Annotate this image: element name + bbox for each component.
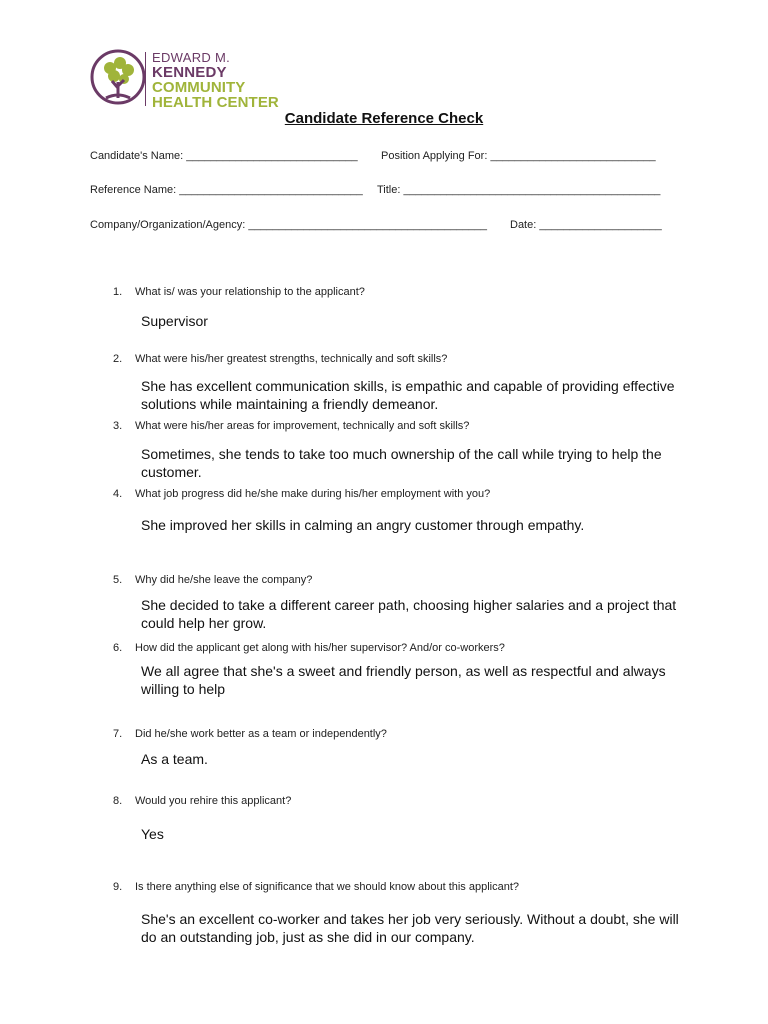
page-title: Candidate Reference Check bbox=[284, 110, 484, 127]
question-4: 4. What job progress did he/she make during his/her employment with you? bbox=[113, 488, 491, 500]
question-3: 3. What were his/her areas for improvement, technically and soft skills? bbox=[113, 420, 470, 432]
logo-divider bbox=[145, 52, 146, 106]
answer-3: Sometimes, she tends to take too much ownership of the call while trying to help the customer. bbox=[141, 446, 662, 480]
answer-6: We all agree that she's a sweet and friendly person, as well as respectful and always willing to help bbox=[141, 663, 666, 697]
question-6: 6. How did the applicant get along with his/her supervisor? And/or co-workers? bbox=[113, 642, 505, 654]
candidate-name-field: Candidate's Name: ____________________________ bbox=[90, 150, 358, 162]
question-1: 1. What is/ was your relationship to the applicant? bbox=[113, 286, 365, 298]
answer-8: Yes bbox=[141, 826, 164, 842]
reference-title-field: Title: __________________________________________ bbox=[377, 184, 661, 196]
question-5: 5. Why did he/she leave the company? bbox=[113, 574, 313, 586]
answer-7: As a team. bbox=[141, 751, 208, 767]
logo-line-2: KENNEDY bbox=[152, 64, 227, 81]
question-2: 2. What were his/her greatest strengths, technically and soft skills? bbox=[113, 353, 448, 365]
logo-wordmark bbox=[152, 50, 279, 110]
company-field: Company/Organization/Agency: _______________________________________ bbox=[90, 219, 487, 231]
answer-2: She has excellent communication skills, is empathic and capable of providing effective solutions while maintaining a friendly demeanor. bbox=[141, 378, 675, 412]
date-field: Date: ____________________ bbox=[510, 219, 662, 231]
answer-9: She's an excellent co-worker and takes her job very seriously. Without a doubt, she will do an outstanding job, just as she did in our company. bbox=[141, 911, 679, 945]
answer-5: She decided to take a different career path, choosing higher salaries and a project that could help her grow. bbox=[141, 597, 677, 631]
tree-logo-icon bbox=[90, 48, 146, 106]
reference-name-field: Reference Name: ______________________________ bbox=[90, 184, 363, 196]
logo-line-1: EDWARD M. bbox=[152, 50, 231, 65]
logo-line-3: COMMUNITY bbox=[152, 79, 246, 96]
question-7: 7. Did he/she work better as a team or independently? bbox=[113, 728, 387, 740]
logo-line-4: HEALTH CENTER bbox=[152, 94, 279, 111]
position-field: Position Applying For: ___________________________ bbox=[381, 150, 656, 162]
answer-1: Supervisor bbox=[141, 313, 208, 329]
question-9: 9. Is there anything else of significance that we should know about this applicant? bbox=[113, 881, 520, 893]
question-8: 8. Would you rehire this applicant? bbox=[113, 795, 292, 807]
answer-4: She improved her skills in calming an angry customer through empathy. bbox=[141, 517, 585, 533]
